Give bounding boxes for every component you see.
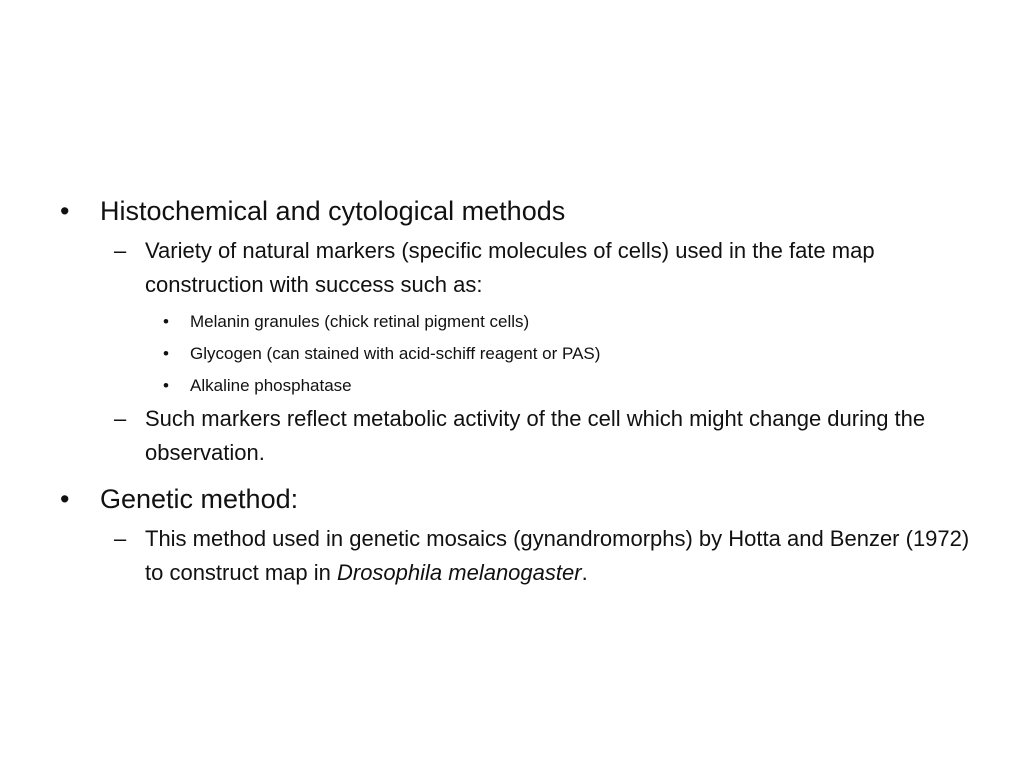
bullet-marker: • [60,484,70,514]
dash-marker: – [114,406,127,431]
subsubbullet-glycogen [58,342,978,366]
subsubbullet-alkaline-phosphatase [58,374,978,398]
bullet-marker: • [163,312,169,331]
subbullet-text: This method used in genetic mosaics (gynandromorphs) by Hotta and Benzer (1972) to construct map in [145,526,970,585]
bullet-marker: • [163,344,169,363]
subbullet-genetic-mosaics [58,522,978,590]
subsubbullet-melanin [58,310,978,334]
bullet-text: Histochemical and cytological methods [100,196,566,226]
species-name: Drosophila melanogaster [336,560,582,585]
subbullet-natural-markers [58,234,978,302]
dash-marker: – [114,238,127,263]
subbullet-text: Such markers reflect metabolic activity of the cell which might change during the observation. [145,406,926,465]
subsubbullet-text: Melanin granules (chick retinal pigment cells) [190,312,530,331]
bullet-marker: • [60,196,70,226]
bullet-text: Genetic method: [100,484,299,514]
slide-body [58,186,978,590]
subbullet-metabolic-activity [58,402,978,470]
bullet-marker: • [163,376,169,395]
subsubbullet-text: Alkaline phosphatase [190,376,352,395]
subsubbullet-text: Glycogen (can stained with acid-schiff reagent or PAS) [190,344,601,363]
subbullet-text: Variety of natural markers (specific molecules of cells) used in the fate map construction with success such as: [145,238,875,297]
sentence-end: . [581,560,588,585]
bullet-genetic-method [58,480,978,518]
dash-marker: – [114,526,127,551]
bullet-histochemical-methods [58,192,978,230]
